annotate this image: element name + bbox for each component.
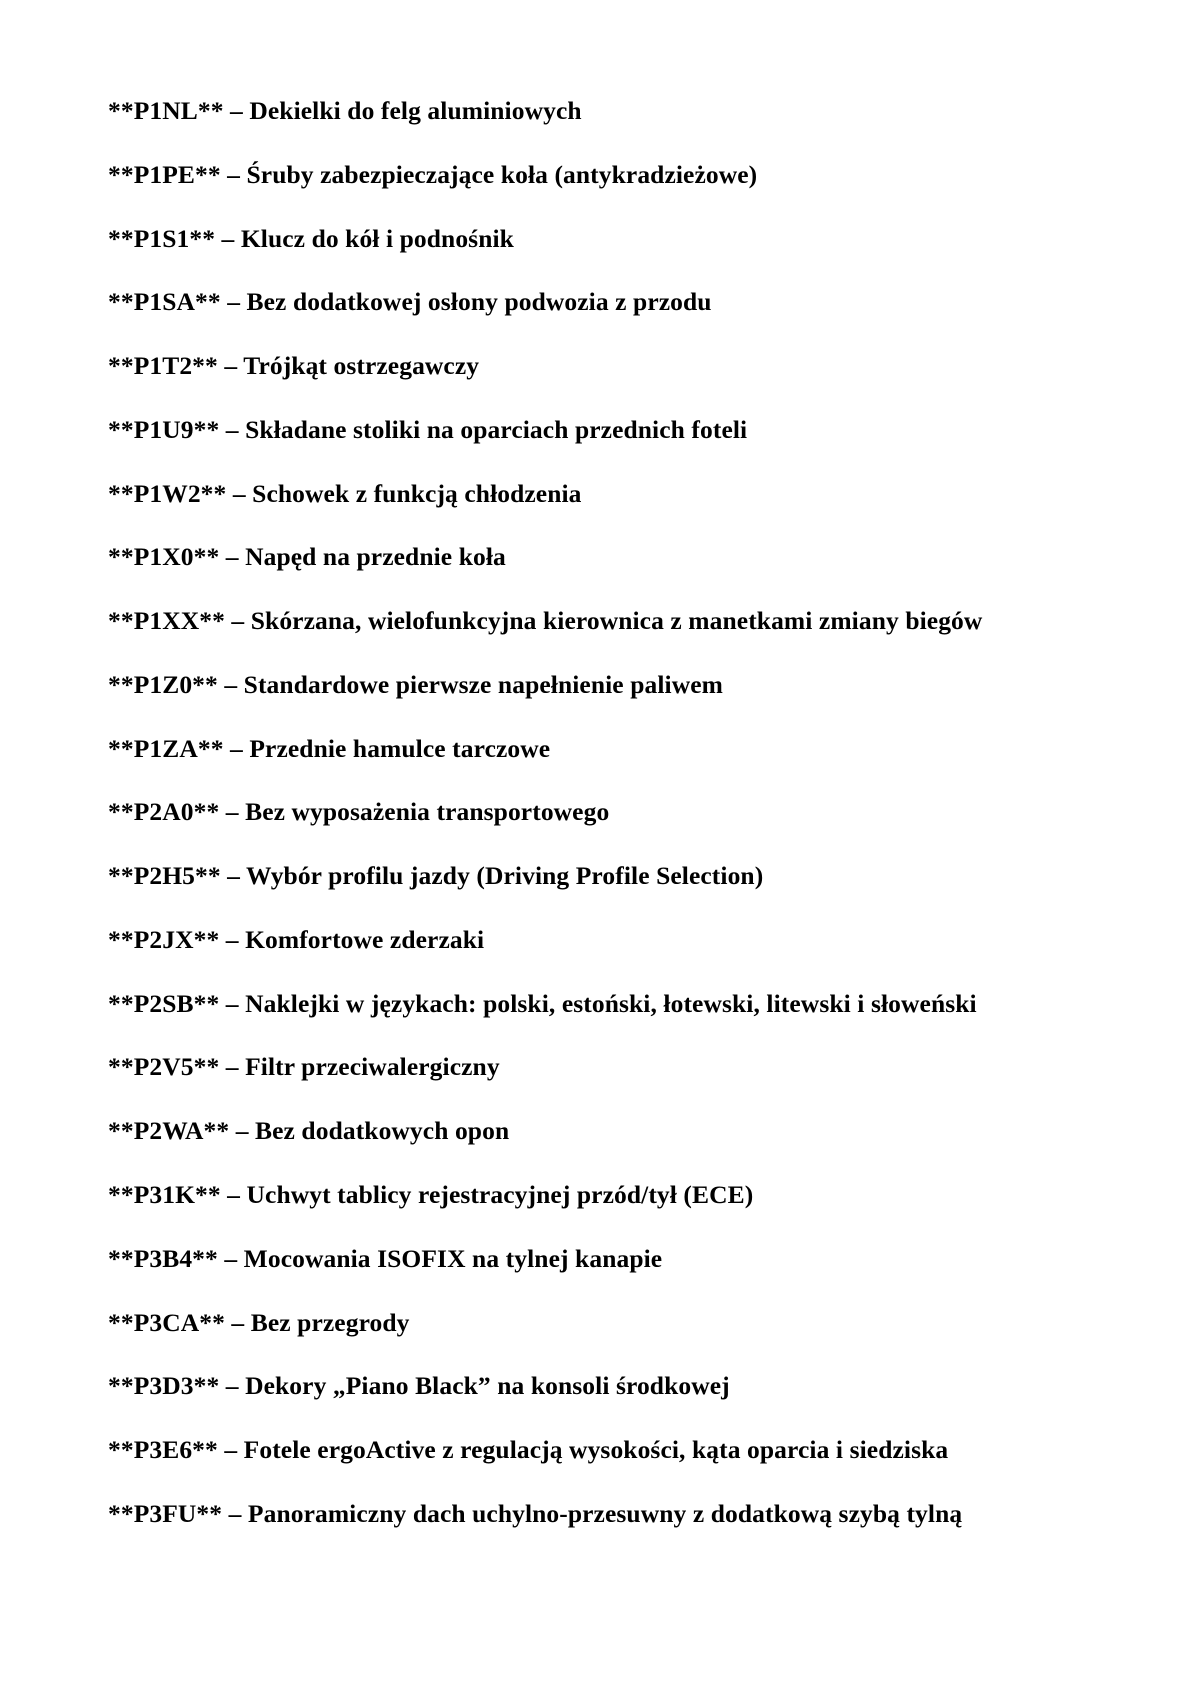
list-item: **P2A0** – Bez wyposażenia transportowego xyxy=(108,797,610,827)
list-item: **P1W2** – Schowek z funkcją chłodzenia xyxy=(108,478,582,508)
list-item: **P2SB** – Naklejki w językach: polski, estoński, łotewski, litewski i słoweński xyxy=(108,988,977,1018)
list-item: **P3E6** – Fotele ergoActive z regulacją wysokości, kąta oparcia i siedziska xyxy=(108,1435,949,1465)
list-item: **P2WA** – Bez dodatkowych opon xyxy=(108,1116,510,1146)
list-item: **P31K** – Uchwyt tablicy rejestracyjnej przód/tył (ECE) xyxy=(108,1180,754,1210)
list-item: **P3CA** – Bez przegrody xyxy=(108,1307,410,1337)
list-item: **P3B4** – Mocowania ISOFIX na tylnej kanapie xyxy=(108,1243,663,1273)
list-item: **P3FU** – Panoramiczny dach uchylno-przesuwny z dodatkową szybą tylną xyxy=(108,1498,963,1528)
list-item: **P1PE** – Śruby zabezpieczające koła (antykradzieżowe) xyxy=(108,159,758,189)
list-item: **P1XX** – Skórzana, wielofunkcyjna kierownica z manetkami zmiany biegów xyxy=(108,606,983,636)
list-item: **P1ZA** – Przednie hamulce tarczowe xyxy=(108,733,551,763)
list-item: **P2JX** – Komfortowe zderzaki xyxy=(108,924,485,954)
list-item: **P1S1** – Klucz do kół i podnośnik xyxy=(108,223,514,253)
equipment-code-list xyxy=(108,96,1080,1528)
list-item: **P3D3** – Dekory „Piano Black” na konsoli środkowej xyxy=(108,1371,730,1401)
list-item: **P2V5** – Filtr przeciwalergiczny xyxy=(108,1052,500,1082)
list-item: **P1U9** – Składane stoliki na oparciach przednich foteli xyxy=(108,414,748,444)
list-item: **P1SA** – Bez dodatkowej osłony podwozia z przodu xyxy=(108,287,712,317)
list-item: **P1Z0** – Standardowe pierwsze napełnienie paliwem xyxy=(108,669,723,699)
list-item: **P1NL** – Dekielki do felg aluminiowych xyxy=(108,96,582,125)
list-item: **P1T2** – Trójkąt ostrzegawczy xyxy=(108,351,480,381)
list-item: **P2H5** – Wybór profilu jazdy (Driving Profile Selection) xyxy=(108,861,764,891)
list-item: **P1X0** – Napęd na przednie koła xyxy=(108,542,506,572)
